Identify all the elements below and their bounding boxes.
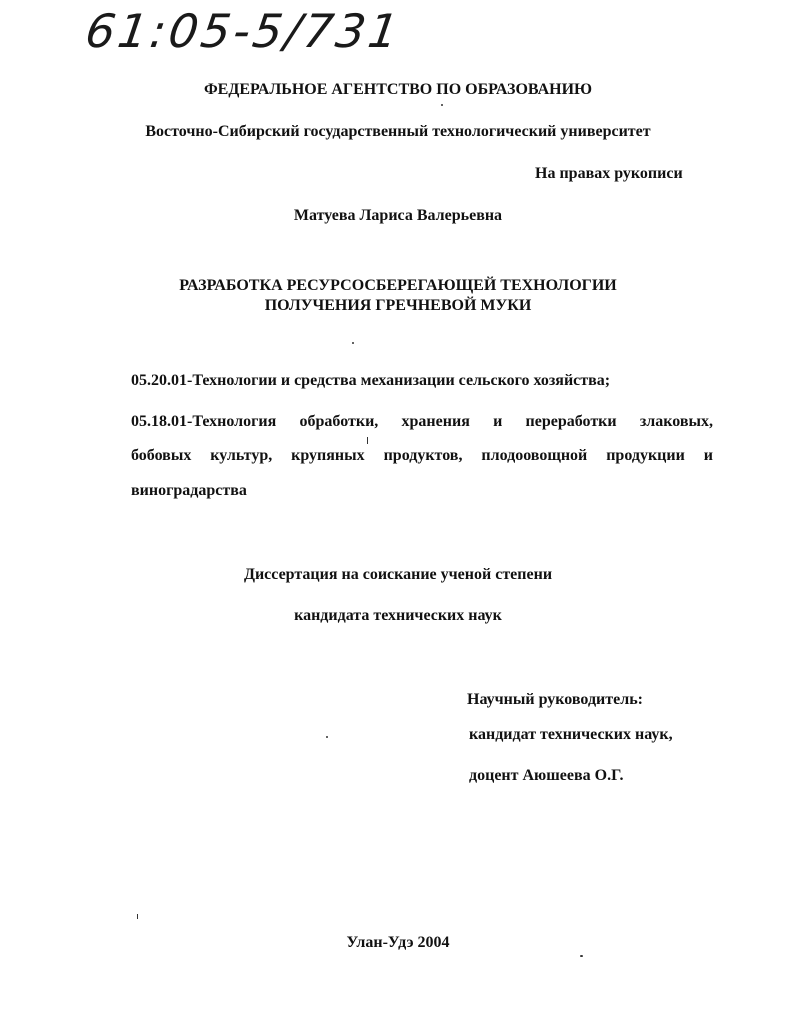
specialty-code-2-line3: виноградарства [131,482,247,499]
manuscript-rights: На правах рукописи [535,165,683,182]
degree-line2: кандидата технических наук [294,607,502,624]
scan-speck [326,736,328,738]
specialty-code-2-line1: 05.18.01-Технология обработки, хранения и переработки злаковых, [131,413,713,430]
city-year: Улан-Удэ 2004 [346,934,450,951]
dissertation-title-line2: ПОЛУЧЕНИЯ ГРЕЧНЕВОЙ МУКИ [264,297,532,314]
agency-heading: ФЕДЕРАЛЬНОЕ АГЕНТСТВО ПО ОБРАЗОВАНИЮ [203,81,593,98]
archive-number-handwritten: 61:05-5/731 [82,4,405,58]
scan-speck [580,955,583,957]
specialty-code-2-line2: бобовых культур, крупяных продуктов, плодоовощной продукции и [131,447,713,464]
scan-speck [137,914,138,919]
supervisor-name: доцент Аюшеева О.Г. [469,767,624,784]
scan-speck [367,437,368,444]
specialty-code-1: 05.20.01-Технологии и средства механизации сельского хозяйства; [131,372,611,389]
supervisor-degree: кандидат технических наук, [469,726,673,743]
author-name: Матуева Лариса Валерьевна [293,207,503,224]
degree-line1: Диссертация на соискание ученой степени [243,566,553,583]
dissertation-title-line1: РАЗРАБОТКА РЕСУРСОСБЕРЕГАЮЩЕЙ ТЕХНОЛОГИИ [179,277,617,294]
supervisor-label: Научный руководитель: [467,691,643,708]
scan-speck [441,104,443,106]
scan-speck [352,342,354,344]
university-name: Восточно-Сибирский государственный технологический университет [145,123,651,140]
